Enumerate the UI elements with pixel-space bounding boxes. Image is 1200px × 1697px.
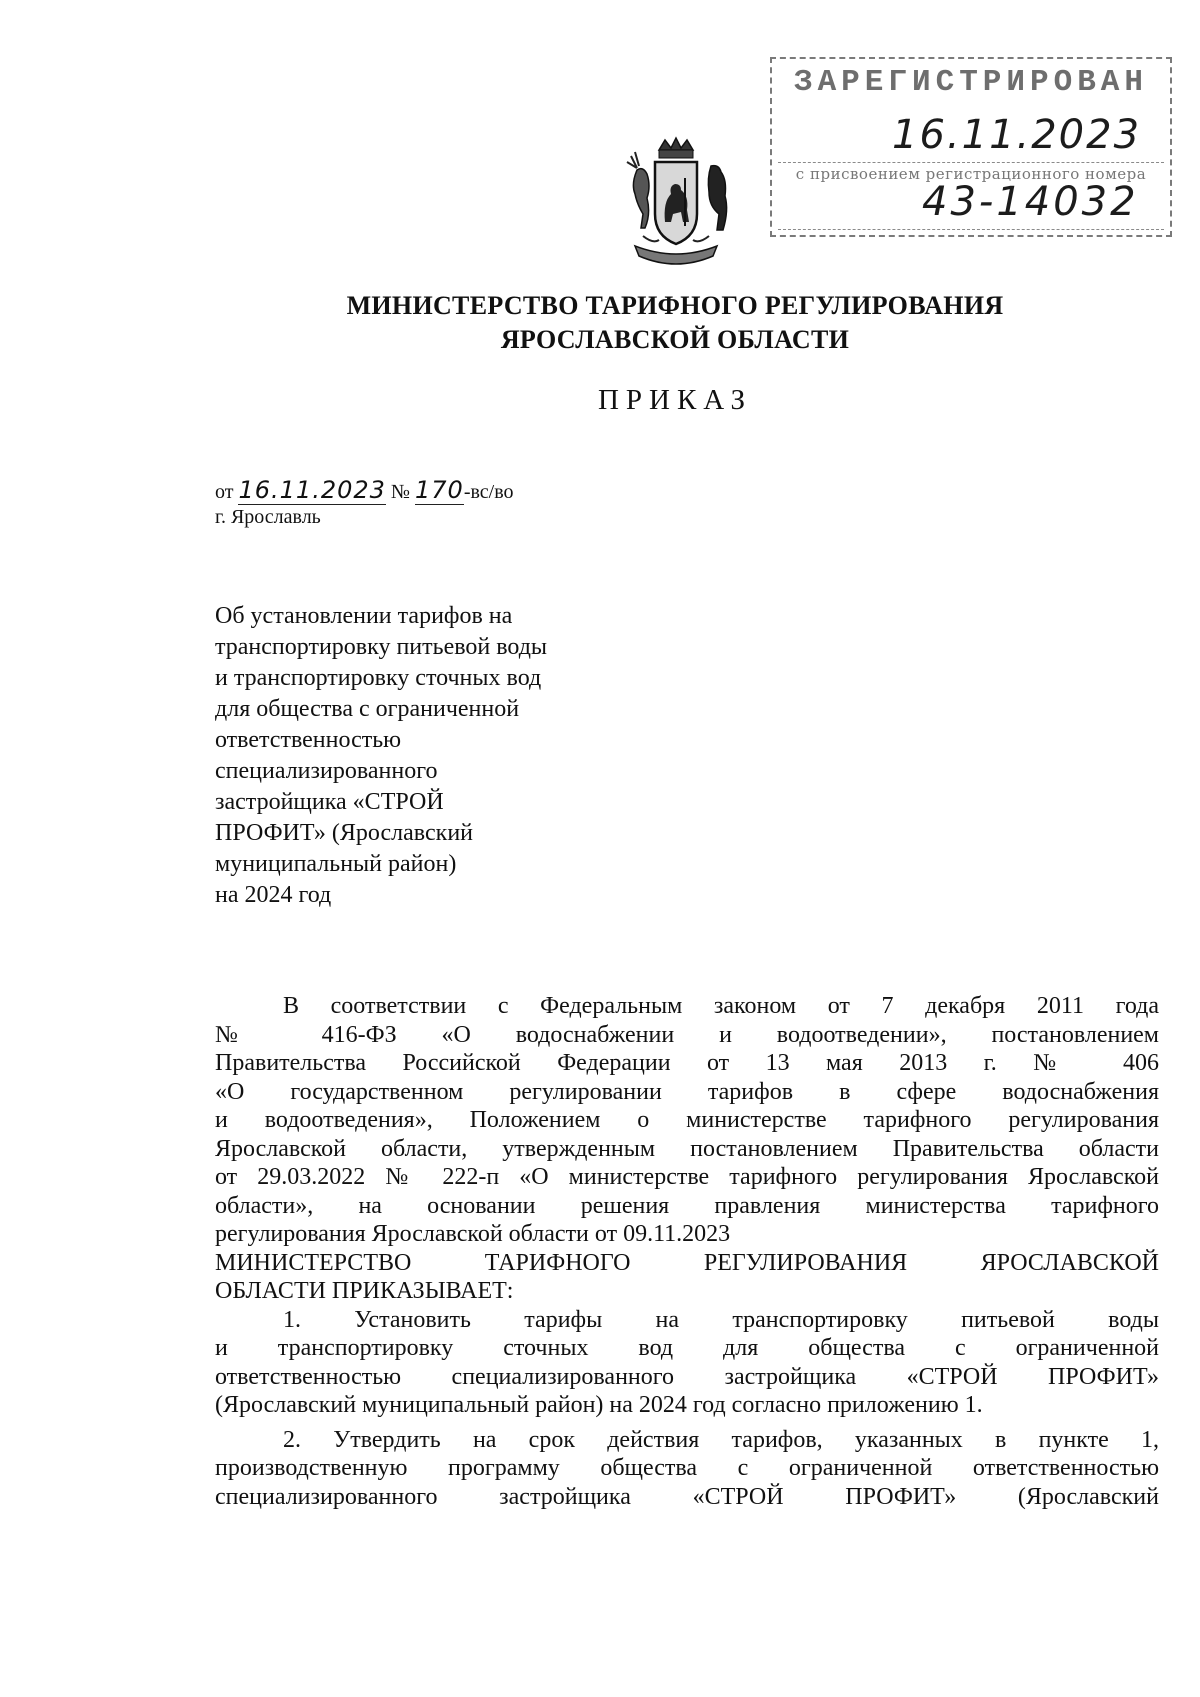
item-2-line: 2. Утвердить на срок действия тарифов, указанных в пункте 1,: [283, 1426, 1159, 1453]
subject-line: для общества с ограниченной: [215, 696, 520, 722]
stamp-date: 16.11.2023: [892, 112, 1142, 158]
order-date-number: [215, 476, 514, 504]
resolution-paragraph: [215, 1249, 1159, 1306]
preamble-line: № 416-ФЗ «О водоснабжении и водоотведении», постановлением: [215, 1021, 1159, 1048]
stamp-divider: [778, 162, 1164, 163]
item-2-paragraph: [215, 1426, 1159, 1512]
stamp-divider: [778, 229, 1164, 230]
stamp-number: 43-14032: [922, 179, 1139, 225]
ministry-name-line-2: ЯРОСЛАВСКОЙ ОБЛАСТИ: [500, 325, 850, 354]
coat-of-arms-icon: [613, 136, 739, 276]
subject-line: ответственностью: [215, 727, 402, 753]
subject-line: застройщика «СТРОЙ: [215, 789, 444, 815]
subject-line: муниципальный район): [215, 851, 457, 877]
subject-line: на 2024 год: [215, 882, 332, 908]
preamble-line: Правительства Российской Федерации от 13 мая 2013 г. № 406: [215, 1050, 1159, 1076]
preamble-line: Ярославской области, утвержденным постановлением Правительства области: [215, 1135, 1159, 1162]
document-type-title: ПРИКАЗ: [597, 384, 753, 416]
ministry-name-line-1: МИНИСТЕРСТВО ТАРИФНОГО РЕГУЛИРОВАНИЯ: [346, 291, 1004, 320]
from-label: от: [215, 481, 234, 503]
preamble-paragraph: [215, 992, 1159, 1249]
subject-line: транспортировку питьевой воды: [215, 634, 548, 660]
item-1-line: и транспортировку сточных вод для общества с ограниченной: [215, 1335, 1159, 1361]
order-number: 170: [415, 476, 464, 504]
order-subject: [215, 601, 635, 911]
stamp-title: ЗАРЕГИСТРИРОВАН: [793, 65, 1149, 100]
order-body: [215, 992, 1159, 1511]
subject-line: и транспортировку сточных вод: [215, 665, 542, 691]
item-2-line: производственную программу общества с ограниченной ответственностью: [215, 1455, 1159, 1481]
subject-line: Об установлении тарифов на: [215, 603, 513, 629]
preamble-line: от 29.03.2022 № 222-п «О министерстве тарифного регулирования Ярославской: [215, 1164, 1159, 1190]
subject-line: специализированного: [215, 758, 438, 784]
item-1-line: ответственностью специализированного застройщика «СТРОЙ ПРОФИТ»: [215, 1363, 1159, 1390]
order-date: 16.11.2023: [238, 476, 386, 504]
item-1-line: 1. Установить тарифы на транспортировку питьевой воды: [283, 1306, 1159, 1333]
preamble-line: области», на основании решения правления министерства тарифного: [215, 1192, 1159, 1219]
item-2-line: специализированного застройщика «СТРОЙ ПРОФИТ» (Ярославский: [215, 1483, 1159, 1510]
order-number-suffix: -вс/во: [463, 481, 514, 503]
registration-stamp: [770, 57, 1172, 237]
order-city: г. Ярославль: [215, 506, 321, 528]
item-1-paragraph: [215, 1306, 1159, 1420]
stamp-note: с присвоением регистрационного номера: [795, 165, 1147, 183]
resolution-line: МИНИСТЕРСТВО ТАРИФНОГО РЕГУЛИРОВАНИЯ ЯРОСЛАВСКОЙ: [215, 1249, 1159, 1276]
subject-line: ПРОФИТ» (Ярославский: [215, 820, 473, 846]
number-label: №: [390, 481, 410, 503]
preamble-line: В соответствии с Федеральным законом от 7 декабря 2011 года: [283, 993, 1159, 1019]
preamble-line: регулирования Ярославской области от 09.11.2023: [215, 1221, 731, 1247]
resolution-line: ОБЛАСТИ ПРИКАЗЫВАЕТ:: [215, 1278, 514, 1304]
item-1-line: (Ярославский муниципальный район) на 2024 год согласно приложению 1.: [215, 1392, 983, 1418]
preamble-line: «О государственном регулировании тарифов в сфере водоснабжения: [215, 1078, 1159, 1105]
preamble-line: и водоотведения», Положением о министерстве тарифного регулирования: [215, 1107, 1159, 1133]
